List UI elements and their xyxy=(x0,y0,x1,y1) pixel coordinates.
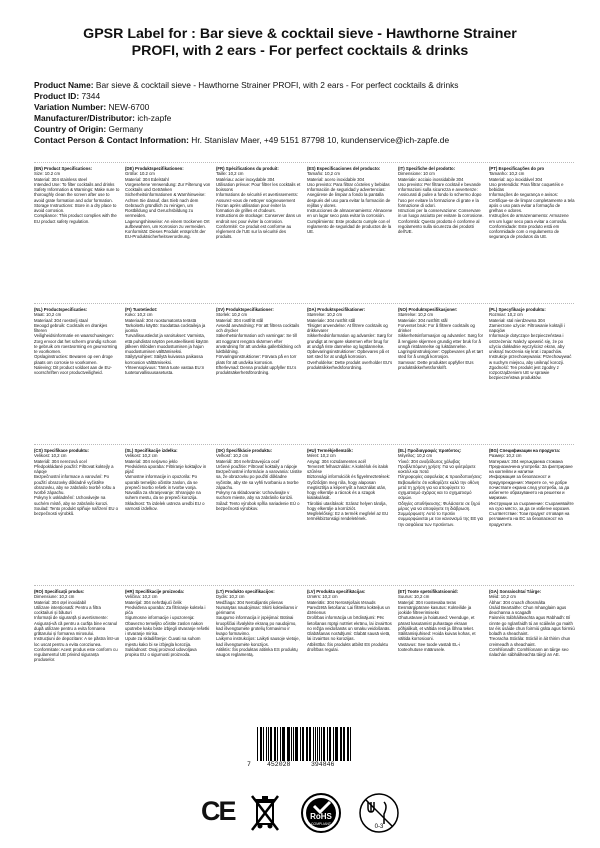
spec-block-ro xyxy=(34,589,120,713)
spec-block-nl xyxy=(34,307,120,443)
recycle-bin-icon xyxy=(250,794,280,832)
barcode-bar xyxy=(348,727,349,761)
spec-heading: (LT) Produkto specifikacijos: xyxy=(216,589,275,594)
barcode-bar xyxy=(321,727,322,761)
spec-row-1 xyxy=(34,162,574,303)
barcode-bar xyxy=(268,727,270,761)
rohs-icon xyxy=(300,792,342,834)
spec-heading: (SL) Specifikacije izdelka: xyxy=(125,448,178,453)
barcode-bar xyxy=(296,727,297,761)
spec-block-pt xyxy=(489,166,575,302)
barcode-bar xyxy=(335,727,336,761)
spec-heading: (GA) Sonraíochtaí Táirge: xyxy=(489,589,542,594)
barcode-bar xyxy=(317,727,318,761)
barcode-bar xyxy=(336,727,337,761)
spec-body: Storlek: 10,2 cm Material: 304 rostfritt stål Avsedd användning: För att filtrera cocktails och drycker Säkerhetsinformation och varningar: Se till att noggrant rengöra skärmen efter användning för att undvika gallerbildning och luktbildning. Förvaringsinstruktioner: Förvara på en torr plats för att undvika korrosion. Efterlevnad: Denna produkt uppfyller EU:s produktsäkerhetsförordning. xyxy=(216,312,302,375)
spec-body: Velikost: 10,2 cm Materiál: 304 nerezová ocel Předpokládané použití: Filtrovat koktejly a nápoje Bezpečnostní informace a varování: Po použití obrazovky důkladně vyčistěte obrazovku, aby se zabránilo tvorbě roštu a tvorbě zápachu. Pokyny k uskladnění: Uchovávejte na suchém místě, aby se zabránilo korozi. Soulad: Tento produkt splňuje nařízení EU o bezpečnosti výrobků. xyxy=(34,453,119,516)
spec-heading: (FR) Spécifications du produit: xyxy=(216,166,279,171)
spec-body: Maat: 10,2 cm Materiaal: 304 roestvrij staal Beoogd gebruik: Cocktails en drankjes filteren Veiligheidsinformatie en waarschuwingen: Zorg ervoor dat het scherm grondig schoon te gebruik om roestvorming en geurvorming te voorkomen. Opslaginstructies: Bewaren op een droge plaats om corrosie te voorkomen. Naleving: Dit product voldoet aan de EU-voorschriften voor productveiligheid. xyxy=(34,312,118,375)
barcode-bar xyxy=(274,727,275,761)
recycle-code: 0-3 xyxy=(374,824,384,830)
spec-heading: (CS) Specifikace produktu: xyxy=(34,448,89,453)
variation-row xyxy=(34,102,574,113)
spec-body: Taille: 10,2 cm Matériau: acier inoxydable 304 Utilisation prévue: Pour filtrer les cocktails et boissons Informations de sécurité et avertissements: Assurez-vous de nettoyer soigneusement l'écran après utilisation pour éviter la formation de grilles et d'odeurs. Instructions de stockage: Conserver dans un endroit sec pour éviter la corrosion. Conformité: Ce produit est conforme au règlement de l'UE sur la sécurité des produits. xyxy=(216,171,302,240)
spec-row-2 xyxy=(34,303,574,444)
contact-info: Hr. Stanislav Maer, +49 5151 87798 10, kundenservice@ich-zapfe.de xyxy=(191,135,450,145)
barcode-bar xyxy=(283,727,285,761)
barcode-bar xyxy=(287,727,288,761)
spec-block-fi xyxy=(125,307,211,443)
barcode-bar xyxy=(347,727,348,761)
spec-row-4 xyxy=(34,585,574,714)
origin-label: Country of Origin: xyxy=(34,124,107,134)
barcode-bar xyxy=(306,727,308,761)
product-id-label: Product ID: xyxy=(34,91,80,101)
country-of-origin: Germany xyxy=(108,124,143,134)
page-title xyxy=(0,26,600,60)
spec-block-sk xyxy=(216,448,302,584)
contact-row xyxy=(34,135,574,146)
spec-block-sv xyxy=(216,307,302,443)
manufacturer-row xyxy=(34,113,574,124)
barcode-bars xyxy=(257,727,353,761)
spec-block-no xyxy=(398,307,484,443)
spec-block-de xyxy=(125,166,211,302)
barcode-bar xyxy=(315,727,316,761)
barcode-bar xyxy=(291,727,292,761)
spec-block-da xyxy=(307,307,393,443)
barcode-bar xyxy=(300,727,301,761)
manufacturer-label: Manufacturer/Distributor: xyxy=(34,113,135,123)
spec-heading: (DA) Produktspecifikationer: xyxy=(307,307,366,312)
barcode-bar xyxy=(277,727,278,761)
spec-body: Størrelse: 10,2 cm Materiale: 304 rustfrit stål Tilsigtet anvendelse: At filtrere cocktails og drikkevarer Sikkerhedsinformation og advarsler: Sørg for grundigt at rengøre skærmen efter brug for at undgå riste dannelse og lugtdannelse. Opbevaringsinstruktioner: Opbevares på et tørt sted for at undgå korrosion. Overholdelse: Dette produkt overholder EU's produktsikkerhedsforordning. xyxy=(307,312,393,370)
product-name-row xyxy=(34,80,574,91)
barcode-bar xyxy=(309,727,310,761)
spec-block-bg xyxy=(489,448,575,584)
barcode-bar xyxy=(282,727,283,761)
barcode-bar xyxy=(257,727,258,761)
variation-label: Variation Number: xyxy=(34,102,107,112)
ce-mark-icon: CE xyxy=(201,796,235,826)
spec-body: Размер: 10,2 cm Материал: 304 неръждаема стомана Предназначена употреба: За филтриране на коктейли и напитки Информация за безопасност и предупреждения: Уверете се, че добре почиствате екрана след употреба, за да избегнете образуването на решетки и миризми. Инструкции за съхранение: Съхранявайте на сухо място, за да се избегне корозия. Съответствие: Този продукт отговаря на регламента на ЕС за безопасност на продуктите. xyxy=(489,453,574,527)
origin-row xyxy=(34,124,574,135)
spec-body: Koko: 10,2 cm Materiaali: 304 ruostumatonta terästä Tarkoitettu käyttö: Suodattaa cocktaileja ja juomia Turvallisuustiedot ja varoitukset: Varmista, että puhdistat näytön perusteellisesti käytön jälkeen ritilöiden muodostumisen ja hajun muodostumisen välttämiseksi. Säilytysohjeet: Säilytä kuivassa paikassa korroosion välttämiseksi. Yhteensopivuus: Tämä tuote vastaa EU:n tuoteturvallisuusasetusta. xyxy=(125,312,209,375)
spec-block-ga xyxy=(489,589,575,713)
barcode-bar xyxy=(263,727,264,761)
product-name: Bar sieve & cocktail sieve - Hawthorne Strainer PROFI, with 2 ears - For perfect cocktails & drinks xyxy=(95,80,459,90)
barcode-bar xyxy=(266,727,267,761)
spec-heading: (PL) Specyfikacje produktu: xyxy=(489,307,546,312)
spec-heading: (NL) Productspecificaties: xyxy=(34,307,88,312)
spec-body: Dydis: 10,2 cm Medžiaga: 304 Nerūdijantis plienas Numatytas naudojimas: Skirti kokteiliams ir gėrimams Saugumo informacija ir įspėjimai: Būtinai kruopščiai išvalykite ekraną po naudojimo, kad išvengtumėte grotelių formavimo ir kvapo formavimo. Laikymo instrukcijos: Laikyti sausoje vietoje, kad išvengtumėte korozijos. Atitiktis: Šis produktas atitinka ES produktų saugos reglamentą. xyxy=(216,594,300,657)
spec-heading: (BG) Спецификации на продукта: xyxy=(489,448,561,453)
spec-body: Méret: 10,2 cm Anyag: 304 rozsdamentes acél Tervezett felhasználás: A koktélok és italok szűrése Biztonsági információk és figyelmeztetések: Győződjön meg róla, hogy alaposan megtisztítja a képernyőt a használat után, hogy elkerülje a rácsok és a szagok kialakulását. Tárolási utasítások: Száraz helyen tárolja, hogy elkerülje a korróziót. Megfelelőség: Ez a termék megfelel az EU termékbiztonsági rendeletének. xyxy=(307,453,391,522)
spec-heading: (IT) Specifiche del prodotto: xyxy=(398,166,456,171)
barcode-lead-digit: 7 xyxy=(247,761,251,768)
spec-body: Størrelse: 10,2 cm Materiale: 304 rustfritt stål Forventet bruk: For å filtrere cocktails og drinker Sikkerhetsinformasjon og advarsler: Sørg for å rengjøre skjermen grundig etter bruk for å unngå ristdannelse og luktdannelse. Lagringsinstruksjoner: Oppbevares på et tørt sted for å unngå korrosjon. Samsvar: Dette produktet oppfyller EUs produktsikkerhetsforskrift. xyxy=(398,312,484,370)
spec-block-el xyxy=(398,448,484,584)
barcode-bar xyxy=(261,727,262,761)
spec-body: Veľkosť: 10,2 cm Materiál: 304 nehrdzavejúca oceľ Určené použitie: Filtrovať koktaily a nápoje Bezpečnostné informácie a varovania: Uistite sa, že obrazovku po použití dôkladne vyčistite, aby ste sa vyhli tvorbaniu a tvorbe zápachu. Pokyny na skladovanie: Uchovávajte v suchom mieste, aby sa zabránilo korózii. Súlad: Tento výrobok spĺňa nariadenie EÚ o bezpečnosti výrobkov. xyxy=(216,453,302,511)
spec-block-en xyxy=(34,166,120,302)
spec-body: Größe: 10.2 cm Material: 304 Edelstahl Vorgesehene Verwendung: Zur Filterung von Cocktails und Getränken Sicherheitsinformationen & Warnhinweise: Achten Sie darauf, das Sieb nach dem Gebrauch gründlich zu reinigen, um Rostbildung und Geruchsbildung zu vermeiden. Lagerungshinweise: An einem trockenen Ort aufbewahren, um Korrosion zu vermeiden. Konformität: Dieses Produkt entspricht der EU-Produktsicherheitsverordnung. xyxy=(125,171,211,240)
spec-body: Veličina: 10,2 cm Materijal: 304 nehrđajući čelik Predviđena uporaba: Za filtriranje koktela i pića Sigurnosne informacije i upozorenja: Obavezno temeljito očistite zaslon nakon upotrebe kako biste izbjegli stvaranje rešetki i stvaranje mirisa. Upute za skladištenje: Čuvati na suhom mjestu kako bi se izbjegla korozija. Sukladnost: Ovaj proizvod udovoljava propisu EU o sigurnosti proizvoda. xyxy=(125,594,210,657)
barcode-bar xyxy=(280,727,281,761)
spec-body: Méid: 10,2 cm Ábhar: 304 cruach dhosmálta Úsáid Beartaithe: Chun mhanglaim agus deochanna a scagadh Faisnéis Sábháilteachta agus Rabhadh: Bí cinnte go nglanfaidh tú an scáileán go maith tar éis úsáide chun foirmiú gráta agus foirmiú boladh a sheachaint. Treoracha Stórála: Stóráil in áit thirim chun creimeadh a sheachaint. Comhlíonadh: Comhlíonann an táirge seo rialachán sábháilteachta táirgí an AE. xyxy=(489,594,575,657)
spec-heading: (SV) Produktspecifikationer: xyxy=(216,307,274,312)
barcode-bar xyxy=(275,727,276,761)
barcode-bar xyxy=(302,727,303,761)
spec-block-sl xyxy=(125,448,211,584)
compliance-icons xyxy=(0,794,600,834)
title-line-1: GPSR Label for : Bar sieve & cocktail sieve - Hawthorne Strainer xyxy=(83,26,517,42)
product-name-label: Product Name: xyxy=(34,80,94,90)
barcode-bar xyxy=(260,727,261,761)
spec-body: Size: 10.2 cm Material: 304 stainless steel Intended Use: To filter cocktails and drinks Safety Information & Warnings: Make sure to thoroughly clean the screen after use to avoid grate formation and odor formation. Storage Instructions: Store in a dry place to avoid corrosion. Compliance: This product complies with the EU product safety regulation. xyxy=(34,171,120,224)
barcode-bar xyxy=(288,727,289,761)
spec-heading: (EL) Προδιαγραφές προϊόντος: xyxy=(398,448,462,453)
product-id-row xyxy=(34,91,574,102)
barcode-right-digits: 394846 xyxy=(311,761,335,768)
spec-heading: (SK) Špecifikácie produktu: xyxy=(216,448,273,453)
spec-heading: (RO) Specificații produs: xyxy=(34,589,85,594)
spec-body: Rozmiar: 10,2 cm Materiał: stal nierdzewna 304 Zamierzone użycie: Filtrowanie koktajli i napojów Informacje dotyczące bezpieczeństwa i ostrzeżenia: Należy upewnić się, że po użyciu dokładnie wyczyścisz ekran, aby uniknąć tworzenia się krat i zapachów. Instrukcje przechowywania: Przechowywać w suchym miejscu, aby uniknąć korozji. Zgodność: Ten produkt jest zgodny z rozporządzeniem UE w sprawie bezpieczeństwa produktów. xyxy=(489,312,572,381)
barcode-bar xyxy=(323,727,325,761)
spec-heading: (LV) Produkta specifikācijas: xyxy=(307,589,366,594)
product-info xyxy=(34,80,574,146)
spec-body: Tamanho: 10,2 cm Material: aço inoxidável 304 Uso pretendido: Para filtrar coquetéis e bebidas Informações de segurança e avisos: Certifique-se de limpar completamente a tela após o uso para evitar a formação de grelhas e odores. Instruções de armazenamento: Armazene em um lugar seco para evitar a corrosão. Conformidade: Este produto está em conformidade com o regulamento de segurança de produtos da UE. xyxy=(489,171,575,240)
barcode-bar xyxy=(350,727,351,761)
barcode-bar xyxy=(293,727,294,761)
barcode-bar xyxy=(329,727,330,761)
barcode-bar xyxy=(340,727,341,761)
spec-body: Suurus: 10,2 cm Materjal: 304 roostevaba teras Eesmärgipärane kasutus: Kokteilide ja jookide filtreerimiseks Ohutusteave ja hoiatused: Veenduge, et pärast kasutamist puhastage ekraan põhjalikult, et vältida resti ja lõhna teket. Säilitamisjuhised: Hoida kuivas kohas, et vältida korrosiooni. Vastavus: See toode vastab EL-i tooteohutuse määrusele. xyxy=(398,594,476,652)
manufacturer: ich-zapfe xyxy=(137,113,172,123)
barcode-bar xyxy=(303,727,304,761)
title-line-2: PROFI, with 2 ears - For perfect cocktails & drinks xyxy=(131,43,469,59)
spec-heading: (ET) Toote spetsifikatsioonid: xyxy=(398,589,459,594)
spec-body: Dimensione: 10 cm Materiale: acciaio inossidabile 304 Uso previsto: Per filtrare cocktail e bevande Informazioni sulla sicurezza e avvertenze: Assicurati di pulire a fondo lo schermo dopo l'uso per evitare la formazione di grate e la formazione di odori. Istruzioni per la conservazione: Conservare in un luogo asciutto per evitare la corrosione. Conformità: Questo prodotto è conforme al regolamento sulla sicurezza dei prodotti dell'UE. xyxy=(398,171,484,234)
contact-label: Contact Person & Contact Information: xyxy=(34,135,189,145)
barcode-bar xyxy=(330,727,331,761)
barcode-bar xyxy=(327,727,328,761)
spec-block-es xyxy=(307,166,393,302)
barcode-bar xyxy=(310,727,311,761)
spec-heading: (NO) Produktspesifikasjoner: xyxy=(398,307,458,312)
spec-heading: (HU) Termékjellemzők: xyxy=(307,448,354,453)
spec-heading: (DE) Produktspezifikationen: xyxy=(125,166,184,171)
barcode-bar xyxy=(343,727,345,761)
variation-number: NEW-6700 xyxy=(108,102,150,112)
spec-heading: (EN) Product Specifications: xyxy=(34,166,93,171)
barcode-bar xyxy=(313,727,314,761)
spec-grid xyxy=(34,162,574,714)
spec-heading: (FI) Tuotetiedot: xyxy=(125,307,158,312)
spec-body: Izmērs: 10,2 cm Materiāls: 304 Nerūsējošais tērauds Paredzētā lietošana: Lai filtrētu kokteiļus un dzērienus Drošības informācija un brīdinājumi: Pēc lietošanas rūpīgi notīriet ekrānu, lai izvairītos no režģa veidošanās un smaku veidošanās. Glabāšanas norādījumi: Glabāt sausā vietā, lai izvairītos no korozijas. Atbilstība: Šis produkts atbilst ES produktu drošības regulai. xyxy=(307,594,392,652)
product-id: 7344 xyxy=(81,91,101,101)
barcode-bar xyxy=(333,727,334,761)
barcode-left-digits: 452028 xyxy=(267,761,291,768)
spec-heading: (PT) Especificações do pro xyxy=(489,166,545,171)
rohs-compliant-label: COMPLIANT xyxy=(311,822,331,826)
spec-block-hu xyxy=(307,448,393,584)
spec-block-lt xyxy=(216,589,302,713)
spec-heading: (ES) Especificaciones del producto: xyxy=(307,166,381,171)
rohs-label: RoHS xyxy=(310,812,332,821)
ean-barcode xyxy=(247,727,357,772)
spec-block-lv xyxy=(307,589,393,713)
food-safe-icon xyxy=(358,792,400,834)
barcode-bar xyxy=(270,727,271,761)
barcode-bar xyxy=(319,727,320,761)
spec-heading: (HR) Specifikacije proizvoda: xyxy=(125,589,185,594)
spec-block-it xyxy=(398,166,484,302)
spec-block-pl xyxy=(489,307,575,443)
spec-body: Μέγεθος: 10,2 cm Υλικό: 304 ανοξείδωτος χάλυβας Προβλεπόμενη χρήση: Για να φιλτράρετε κοκτέιλ και ποτά Πληροφορίες ασφαλείας & προειδοποιήσεις: Βεβαιωθείτε ότι καθαρίζετε καλά την οθόνη μετά τη χρήση για να αποφύγετε το σχηματισμό σχάρας και το σχηματισμό οσμών. Οδηγίες αποθήκευσης: Φυλάσσετε σε ξηρό μέρος για να αποφύγετε τη διάβρωση. Συμμόρφωση: Αυτό το προϊόν συμμορφώνεται με τον κανονισμό της ΕΕ για την ασφάλεια των προϊόντων. xyxy=(398,453,484,527)
spec-body: Velikost: 10,2 cm Material: 304 nerjavno jeklo Predvidena uporaba: Filtriranje koktajlov in pijač Varnostne informacije in opozorila: Po uporabi temeljito očistite zaslon, da se prepreči tvorbo rešetk in tvorbe vonja. Navodila za shranjevanje: Shranjujte na suhem mestu, da se prepreči korozija. Skladnost: Ta izdelek ustreza uredbi EU o varnosti izdelkov. xyxy=(125,453,207,511)
spec-block-fr xyxy=(216,166,302,302)
barcode-bar xyxy=(295,727,296,761)
spec-block-cs xyxy=(34,448,120,584)
spec-body: Dimensiune: 10,2 cm Material: 304 oțel inoxidabil Utilizare intenționată: Pentru a filtra cocktailuri și băuturi Informații de siguranță și avertismente: Asigurați-vă că pentru a curăța bine ecranul după utilizare pentru a evita formarea grătarului și formarea mirosului. Instrucțiuni de depozitare: A se păstra într-un loc uscat pentru a evita coroziunea. Conformitate: Acest produs este conform cu regulamentul UE privind siguranța produselor. xyxy=(34,594,120,663)
spec-block-et xyxy=(398,589,484,713)
spec-body: Tamaño: 10,2 cm Material: acero inoxidable 304 Uso previsto: Para filtrar cócteles y bebidas Información de seguridad y advertencias: Asegúrese de limpiar a fondo la pantalla después del uso para evitar la formación de rejillas y olores. Instrucciones de almacenamiento: Almacene en un lugar seco para evitar la corrosión. Cumplimiento: Este producto cumple con el reglamento de seguridad de productos de la UE. xyxy=(307,171,393,234)
spec-row-3 xyxy=(34,444,574,585)
barcode-bar xyxy=(341,727,342,761)
spec-block-hr xyxy=(125,589,211,713)
